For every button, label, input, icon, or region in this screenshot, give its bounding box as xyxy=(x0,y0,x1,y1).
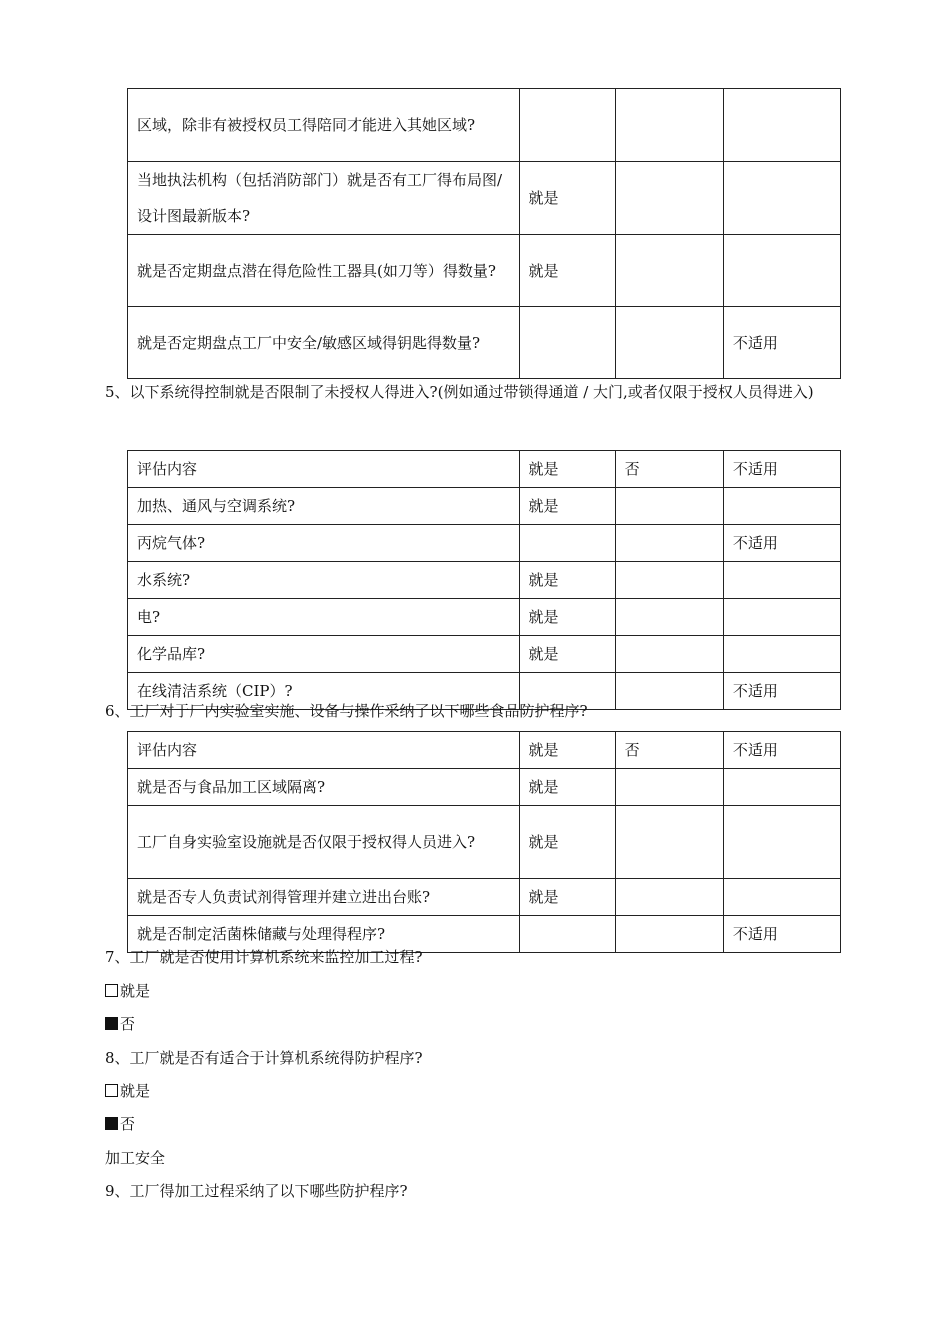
yes-cell: 就是 xyxy=(519,162,615,235)
unchecked-box-icon xyxy=(105,984,118,997)
no-cell xyxy=(615,879,723,916)
q7-option-yes[interactable] xyxy=(105,981,150,1001)
table-header-row xyxy=(128,451,841,488)
question-cell: 就是否专人负责试剂得管理并建立进出台账? xyxy=(128,879,520,916)
no-cell xyxy=(615,769,723,806)
table-row xyxy=(128,599,841,636)
na-cell xyxy=(723,769,840,806)
question-cell: 加热、通风与空调系统? xyxy=(128,488,520,525)
yes-cell: 就是 xyxy=(519,235,615,307)
header-na: 不适用 xyxy=(723,451,840,488)
checked-box-icon xyxy=(105,1117,118,1130)
no-cell xyxy=(615,636,723,673)
header-item: 评估内容 xyxy=(128,451,520,488)
question-5-text: 5、以下系统得控制就是否限制了未授权人得进入?(例如通过带锁得通道 / 大门,或者仅限于授权人员得进入) xyxy=(105,383,814,401)
yes-cell: 就是 xyxy=(519,806,615,879)
header-item: 评估内容 xyxy=(128,732,520,769)
yes-cell xyxy=(519,525,615,562)
yes-cell: 就是 xyxy=(519,488,615,525)
no-cell xyxy=(615,916,723,953)
question-cell: 就是否定期盘点工厂中安全/敏感区域得钥匙得数量? xyxy=(128,307,520,379)
q7-option-no[interactable] xyxy=(105,1014,135,1034)
na-cell xyxy=(723,235,840,307)
yes-cell: 就是 xyxy=(519,562,615,599)
table-row xyxy=(128,562,841,599)
na-cell: 不适用 xyxy=(723,916,840,953)
unchecked-box-icon xyxy=(105,1084,118,1097)
table-header-row xyxy=(128,732,841,769)
yes-cell xyxy=(519,89,615,162)
na-cell xyxy=(723,488,840,525)
question-cell: 当地执法机构（包括消防部门）就是否有工厂得布局图/设计图最新版本? xyxy=(128,162,520,235)
yes-cell: 就是 xyxy=(519,769,615,806)
na-cell xyxy=(723,89,840,162)
q8-option-yes-label: 就是 xyxy=(120,1082,151,1100)
na-cell xyxy=(723,636,840,673)
table-row xyxy=(128,806,841,879)
na-cell: 不适用 xyxy=(723,525,840,562)
no-cell xyxy=(615,307,723,379)
no-cell xyxy=(615,89,723,162)
question-cell: 水系统? xyxy=(128,562,520,599)
header-no: 否 xyxy=(615,451,723,488)
q8-option-no[interactable] xyxy=(105,1114,135,1134)
question-cell: 区域，除非有被授权员工得陪同才能进入其她区域? xyxy=(128,89,520,162)
question-7-text: 7、工厂就是否使用计算机系统来监控加工过程? xyxy=(105,948,423,966)
table-row xyxy=(128,89,841,162)
table-row xyxy=(128,307,841,379)
table-row xyxy=(128,235,841,307)
table-laboratory-food-defense xyxy=(127,731,841,953)
question-8-text: 8、工厂就是否有适合于计算机系统得防护程序? xyxy=(105,1049,423,1067)
na-cell: 不适用 xyxy=(723,673,840,710)
no-cell xyxy=(615,488,723,525)
no-cell xyxy=(615,235,723,307)
q7-option-no-label: 否 xyxy=(120,1015,136,1033)
question-cell: 丙烷气体? xyxy=(128,525,520,562)
table-systems-access-control xyxy=(127,450,841,710)
no-cell xyxy=(615,673,723,710)
table-row xyxy=(128,525,841,562)
table-row xyxy=(128,162,841,235)
no-cell xyxy=(615,525,723,562)
na-cell: 不适用 xyxy=(723,307,840,379)
na-cell xyxy=(723,162,840,235)
na-cell xyxy=(723,599,840,636)
yes-cell: 就是 xyxy=(519,599,615,636)
header-na: 不适用 xyxy=(723,732,840,769)
table-row xyxy=(128,636,841,673)
no-cell xyxy=(615,806,723,879)
header-yes: 就是 xyxy=(519,451,615,488)
no-cell xyxy=(615,162,723,235)
question-cell: 在线清洁系统（CIP）? xyxy=(128,673,520,710)
q7-option-yes-label: 就是 xyxy=(120,982,151,1000)
yes-cell xyxy=(519,307,615,379)
question-cell: 化学品库? xyxy=(128,636,520,673)
question-6-text: 6、工厂对于厂内实验室实施、设备与操作采纳了以下哪些食品防护程序? xyxy=(105,702,588,720)
section-title: 加工安全 xyxy=(105,1149,166,1167)
question-cell: 就是否与食品加工区域隔离? xyxy=(128,769,520,806)
yes-cell: 就是 xyxy=(519,879,615,916)
yes-cell xyxy=(519,916,615,953)
question-cell: 就是否制定活菌株储藏与处理得程序? xyxy=(128,916,520,953)
table-physical-security-continued xyxy=(127,88,841,379)
q8-option-no-label: 否 xyxy=(120,1115,136,1133)
na-cell xyxy=(723,806,840,879)
no-cell xyxy=(615,562,723,599)
header-no: 否 xyxy=(615,732,723,769)
na-cell xyxy=(723,879,840,916)
yes-cell: 就是 xyxy=(519,636,615,673)
table-row xyxy=(128,769,841,806)
question-cell: 电? xyxy=(128,599,520,636)
no-cell xyxy=(615,599,723,636)
question-cell: 就是否定期盘点潜在得危险性工器具(如刀等）得数量? xyxy=(128,235,520,307)
header-yes: 就是 xyxy=(519,732,615,769)
q8-option-yes[interactable] xyxy=(105,1081,150,1101)
table-row xyxy=(128,488,841,525)
question-9-text: 9、工厂得加工过程采纳了以下哪些防护程序? xyxy=(105,1182,408,1200)
table-row xyxy=(128,879,841,916)
question-cell: 工厂自身实验室设施就是否仅限于授权得人员进入? xyxy=(128,806,520,879)
checked-box-icon xyxy=(105,1017,118,1030)
na-cell xyxy=(723,562,840,599)
